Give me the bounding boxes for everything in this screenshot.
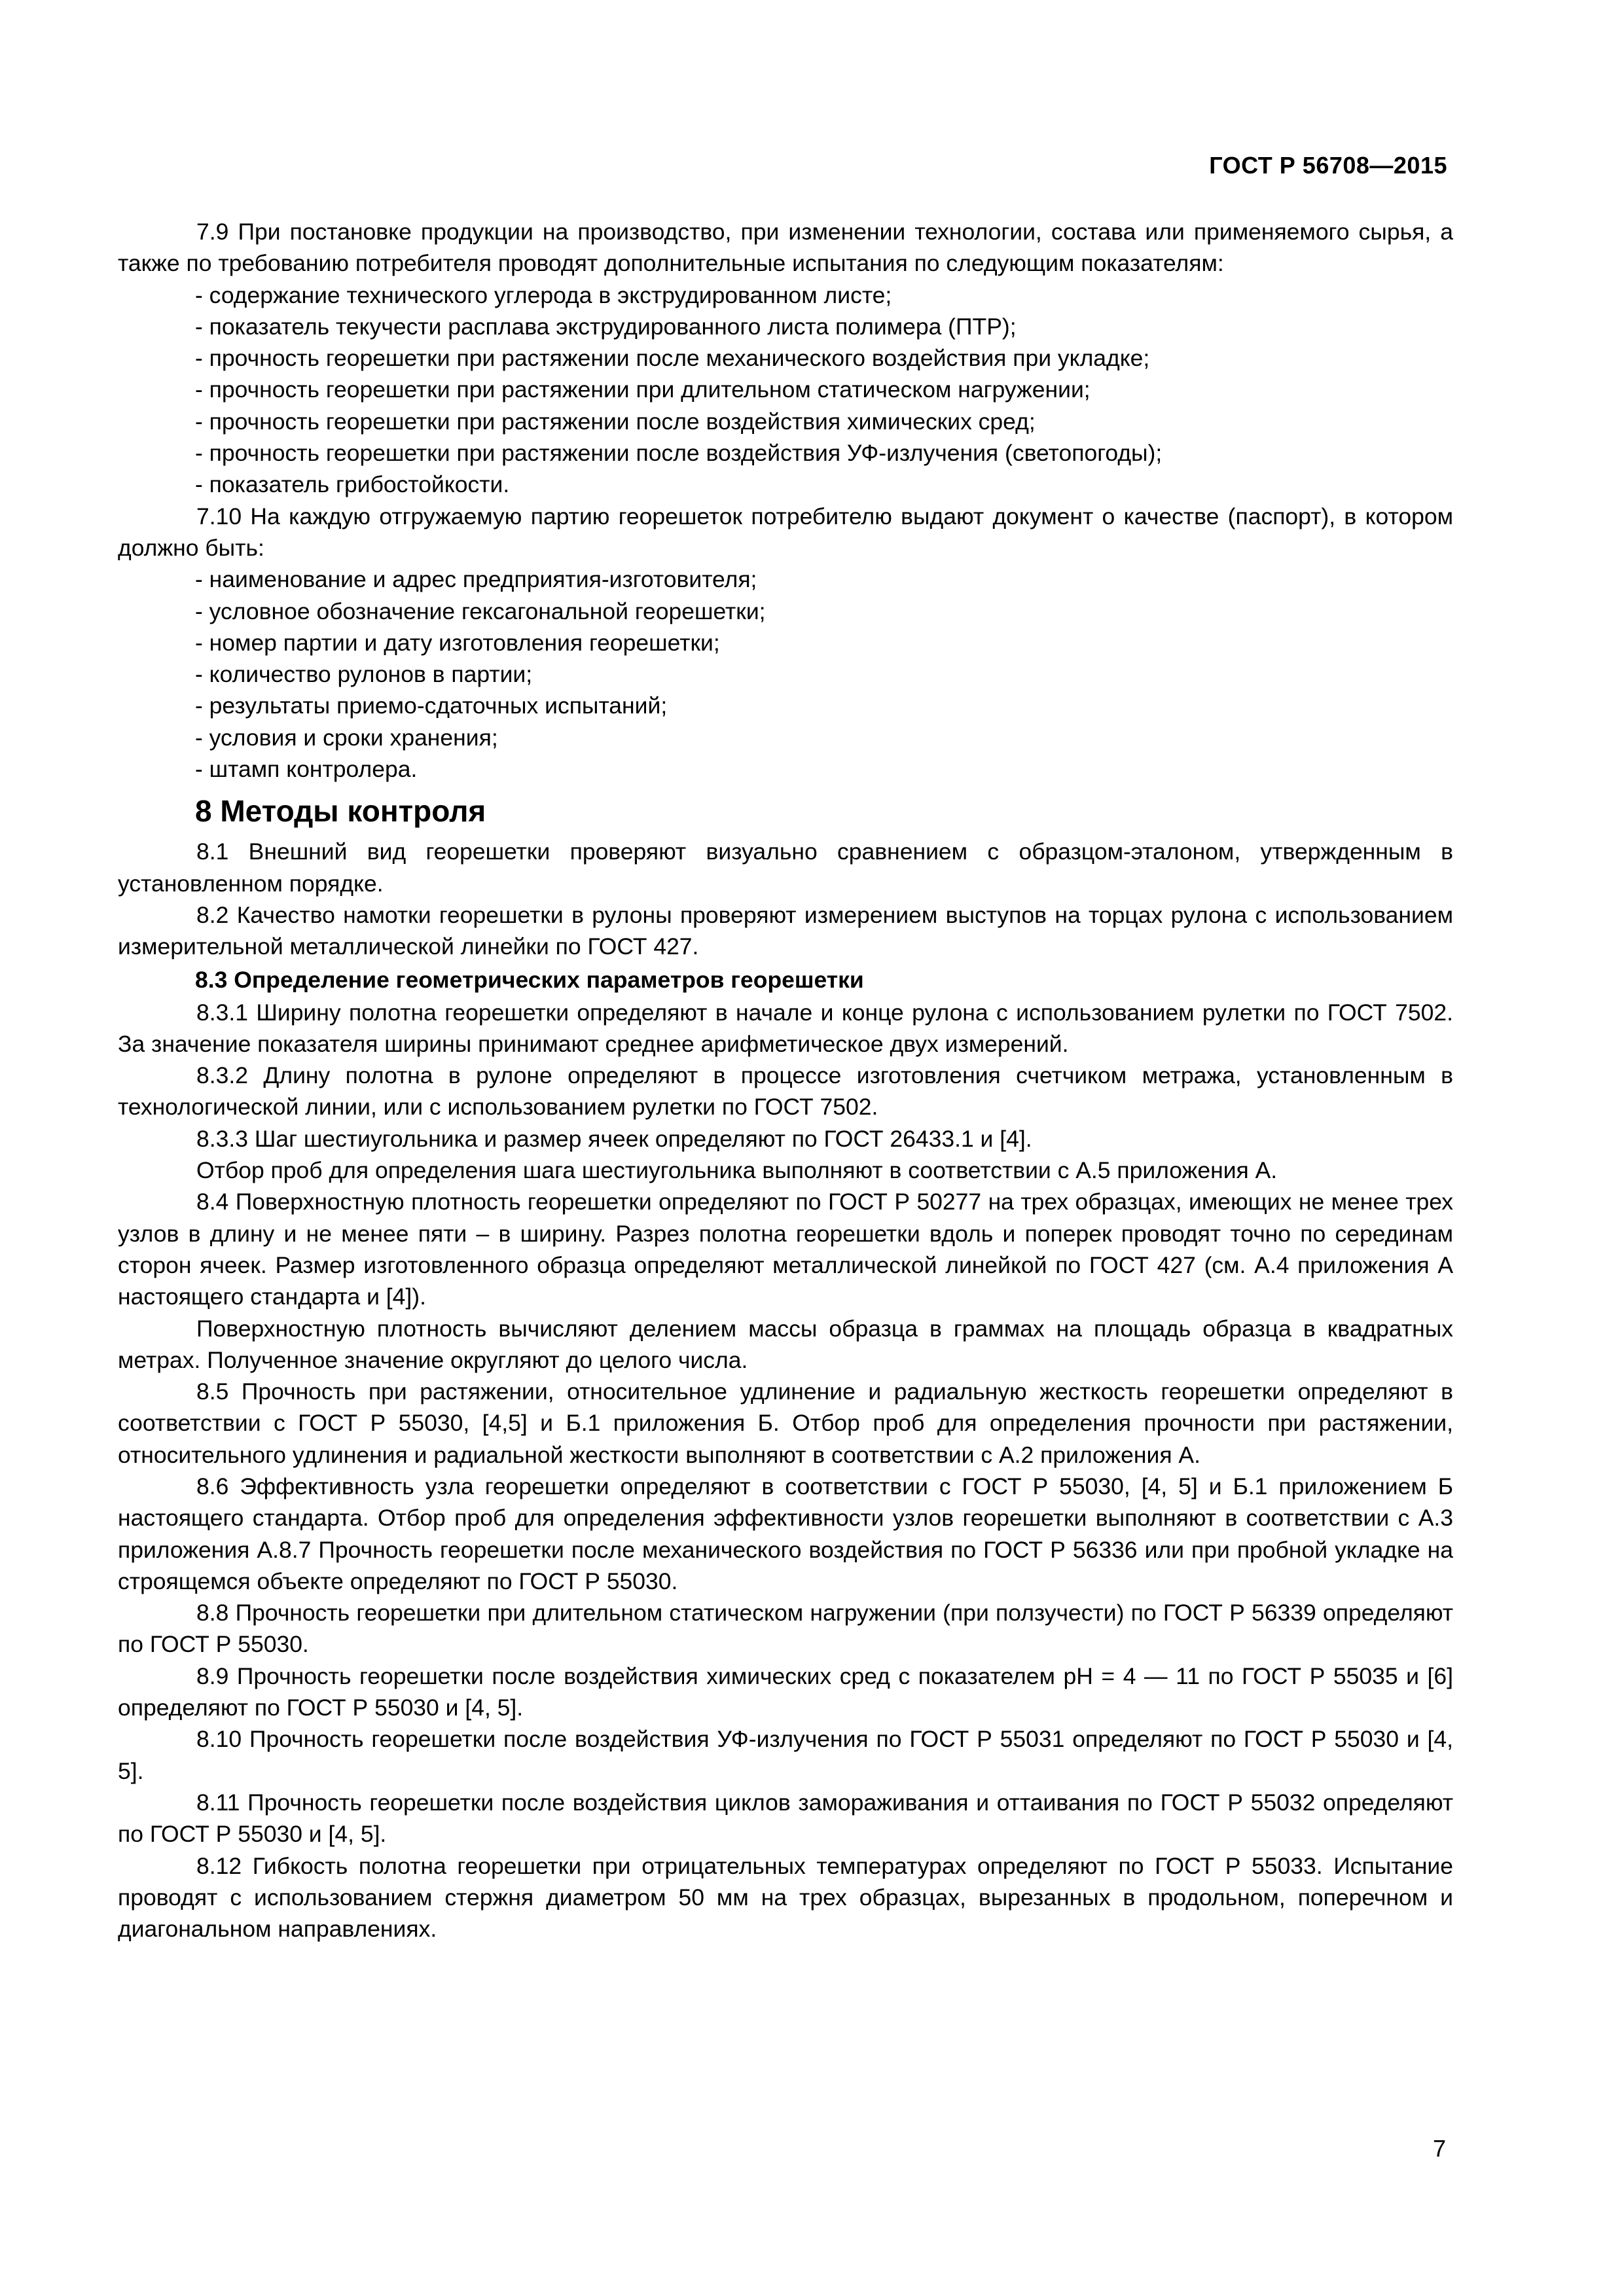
list-item: - содержание технического углерода в экструдированном листе; — [195, 281, 892, 308]
list-item: - результаты приемо-сдаточных испытаний; — [195, 692, 668, 719]
list-item: - номер партии и дату изготовления георешетки; — [195, 629, 720, 656]
list-item: - показатель грибостойкости. — [195, 471, 510, 498]
list-7-10 — [118, 564, 1453, 785]
paragraph-8-3-1: 8.3.1 Ширину полотна георешетки определяют в начале и конце рулона с использованием рулетки по ГОСТ 7502. За значение показателя ширины принимают среднее арифметическое двух измерений. — [118, 999, 1453, 1057]
section-heading-8: 8 Методы контроля — [195, 794, 486, 829]
paragraph-8-12: 8.12 Гибкость полотна георешетки при отрицательных температурах определяют по ГОСТ Р 55033. Испытание проводят с использованием стержня диаметром 50 мм на трех образцах, вырезанных в продольном, поперечном и диагональном направлениях. — [118, 1852, 1453, 1943]
paragraph-7-10: 7.10 На каждую отгружаемую партию георешеток потребителю выдают документ о качестве (паспорт), в котором должно быть: — [118, 503, 1453, 561]
paragraph-8-3-3-sampling: Отбор проб для определения шага шестиугольника выполняют в соответствии с А.5 приложения А. — [196, 1157, 1278, 1184]
paragraph-8-3-3: 8.3.3 Шаг шестиугольника и размер ячеек определяют по ГОСТ 26433.1 и [4]. — [196, 1125, 1032, 1152]
list-item: - прочность георешетки при растяжении при длительном статическом нагружении; — [195, 376, 1091, 403]
paragraph-8-4: 8.4 Поверхностную плотность георешетки определяют по ГОСТ Р 50277 на трех образцах, имеющих не менее трех узлов в длину и не менее пяти – в ширину. Разрез полотна георешетки вдоль и поперек проводят точно по серединам сторон ячеек. Размер изготовленного образца определяют металлической линейкой по ГОСТ 427 (см. А.4 приложения А настоящего стандарта и [4]). — [118, 1189, 1453, 1310]
paragraph-8-9: 8.9 Прочность георешетки после воздействия химических сред с показателем pH = 4 — 11 по ГОСТ Р 55035 и [6] определяют по ГОСТ Р 55030 и [4, 5]. — [118, 1662, 1453, 1721]
list-item: - прочность георешетки при растяжении после воздействия УФ-излучения (светопогоды); — [195, 440, 1163, 467]
paragraph-8-5: 8.5 Прочность при растяжении, относительное удлинение и радиальную жесткость георешетки определяют в соответствии с ГОСТ Р 55030, [4,5] и Б.1 приложения Б. Отбор проб для определения прочности при растяжении, относительного удлинения и радиальной жесткости выполняют в соответствии с А.2 приложения А. — [118, 1378, 1453, 1468]
paragraph-8-6: 8.6 Эффективность узла георешетки определяют в соответствии с ГОСТ Р 55030, [4, 5] и Б.1 приложением Б настоящего стандарта. Отбор проб для определения эффективности узлов георешетки выполняют в соответствии с А.3 приложения А.8.7 Прочность георешетки после механического воздействия по ГОСТ Р 56336 или при пробной укладке на строящемся объекте определяют по ГОСТ Р 55030. — [118, 1473, 1453, 1594]
page-number: 7 — [1432, 2135, 1446, 2162]
document-header: ГОСТ Р 56708—2015 — [1209, 152, 1447, 179]
list-item: - показатель текучести расплава экструдированного листа полимера (ПТР); — [195, 313, 1017, 340]
paragraph-8-2: 8.2 Качество намотки георешетки в рулоны проверяют измерением выступов на торцах рулона с использованием измерительной металлической линейки по ГОСТ 427. — [118, 901, 1453, 960]
paragraph-8-10: 8.10 Прочность георешетки после воздействия УФ-излучения по ГОСТ Р 55031 определяют по ГОСТ Р 55030 и [4, 5]. — [118, 1726, 1453, 1784]
paragraph-8-4-density: Поверхностную плотность вычисляют делением массы образца в граммах на площадь образца в квадратных метрах. Полученное значение округляют до целого числа. — [118, 1315, 1453, 1373]
list-item: - прочность георешетки при растяжении после механического воздействия при укладке; — [195, 345, 1150, 372]
list-item: - штамп контролера. — [195, 756, 418, 783]
paragraph-8-11: 8.11 Прочность георешетки после воздействия циклов замораживания и оттаивания по ГОСТ Р 55032 определяют по ГОСТ Р 55030 и [4, 5]. — [118, 1789, 1453, 1848]
list-7-9 — [118, 279, 1453, 501]
paragraph-7-9: 7.9 При постановке продукции на производство, при изменении технологии, состава или применяемого сырья, а также по требованию потребителя проводят дополнительные испытания по следующим показателям: — [118, 219, 1453, 277]
list-item: - прочность георешетки при растяжении после воздействия химических сред; — [195, 408, 1036, 435]
document-body — [118, 216, 1453, 1945]
list-item: - условное обозначение гексагональной георешетки; — [195, 598, 766, 624]
subsection-heading-8-3: 8.3 Определение геометрических параметров георешетки — [195, 966, 864, 993]
list-item: - условия и сроки хранения; — [195, 724, 498, 751]
list-item: - наименование и адрес предприятия-изготовителя; — [195, 566, 757, 593]
list-item: - количество рулонов в партии; — [195, 661, 533, 688]
paragraph-8-1: 8.1 Внешний вид георешетки проверяют визуально сравнением с образцом-эталоном, утвержденным в установленном порядке. — [118, 838, 1453, 897]
paragraph-8-8: 8.8 Прочность георешетки при длительном статическом нагружении (при ползучести) по ГОСТ Р 56339 определяют по ГОСТ Р 55030. — [118, 1600, 1453, 1658]
paragraph-8-3-2: 8.3.2 Длину полотна в рулоне определяют в процессе изготовления счетчиком метража, установленным в технологической линии, или с использованием рулетки по ГОСТ 7502. — [118, 1062, 1453, 1121]
